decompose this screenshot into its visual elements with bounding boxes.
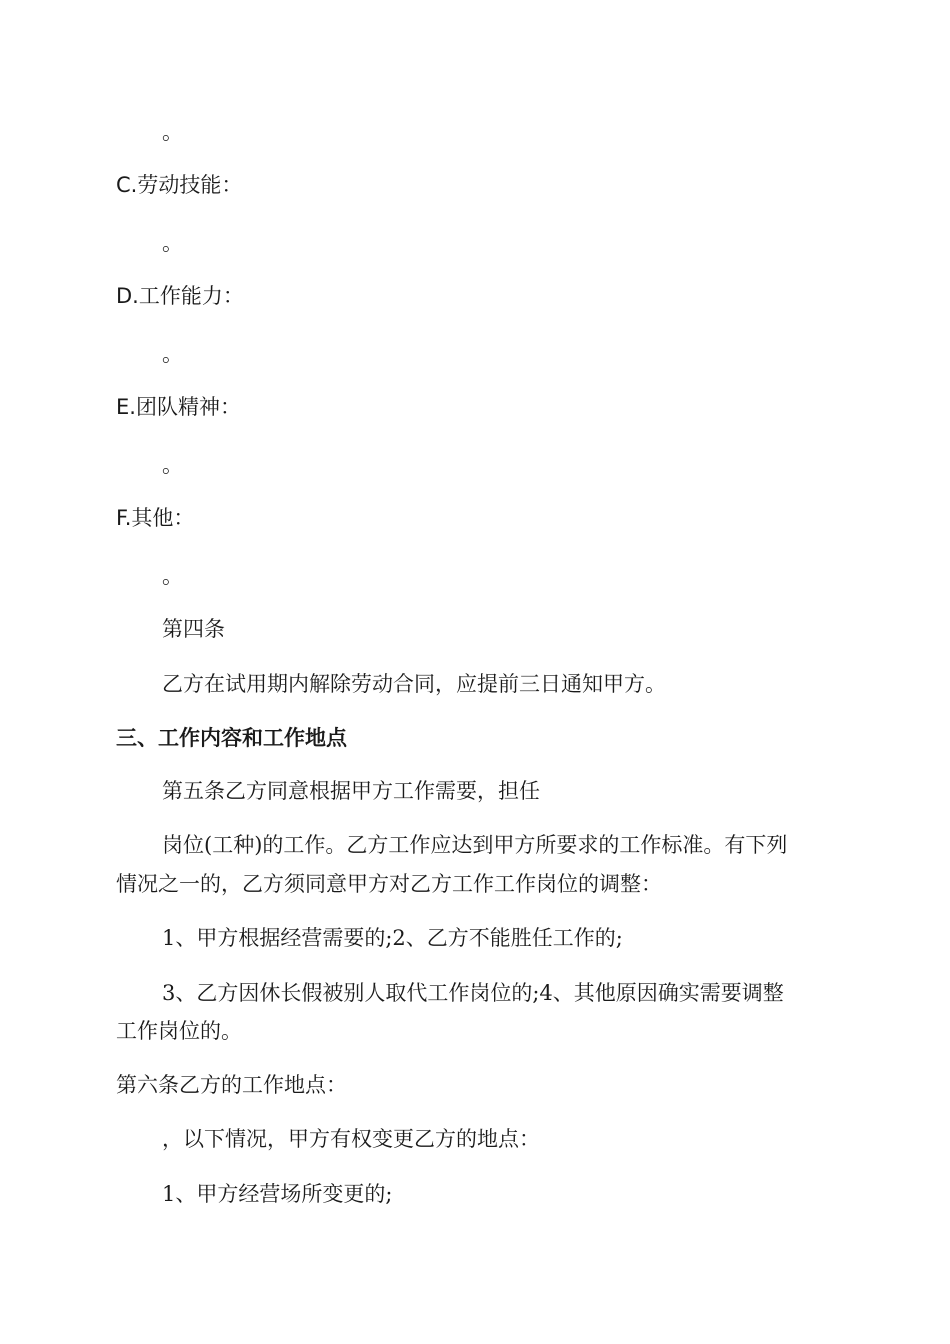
paragraph: 岗位(工种)的工作。乙方工作应达到甲方所要求的工作标准。有下列 [162, 833, 788, 857]
paragraph: 乙方在试用期内解除劳动合同，应提前三日通知甲方。 [162, 672, 666, 696]
blank-line-end: 。 [162, 120, 183, 144]
item-c-label: C.劳动技能： [116, 173, 243, 197]
item-e-label: E.团队精神： [116, 395, 241, 419]
item-d-label: D.工作能力： [116, 284, 244, 308]
list-item: 工作岗位的。 [116, 1019, 242, 1043]
article-6-heading: 第六条乙方的工作地点： [116, 1073, 347, 1097]
blank-line-end: 。 [162, 564, 183, 588]
blank-line-end: 。 [162, 231, 183, 255]
section-heading: 三、工作内容和工作地点 [116, 726, 347, 750]
blank-line-end: 。 [162, 453, 183, 477]
paragraph: 情况之一的，乙方须同意甲方对乙方工作工作岗位的调整： [116, 872, 662, 896]
blank-line-end: 。 [162, 342, 183, 366]
item-f-label: F.其他： [116, 506, 195, 530]
list-item: 1、甲方根据经营需要的;2、乙方不能胜任工作的; [162, 926, 623, 950]
list-item: 3、乙方因休长假被别人取代工作岗位的;4、其他原因确实需要调整 [162, 981, 784, 1005]
list-item: 1、甲方经营场所变更的; [162, 1182, 393, 1206]
article-4-heading: 第四条 [162, 617, 225, 641]
paragraph: 第五条乙方同意根据甲方工作需要，担任 [162, 779, 540, 803]
paragraph: ，以下情况，甲方有权变更乙方的地点： [162, 1127, 540, 1151]
